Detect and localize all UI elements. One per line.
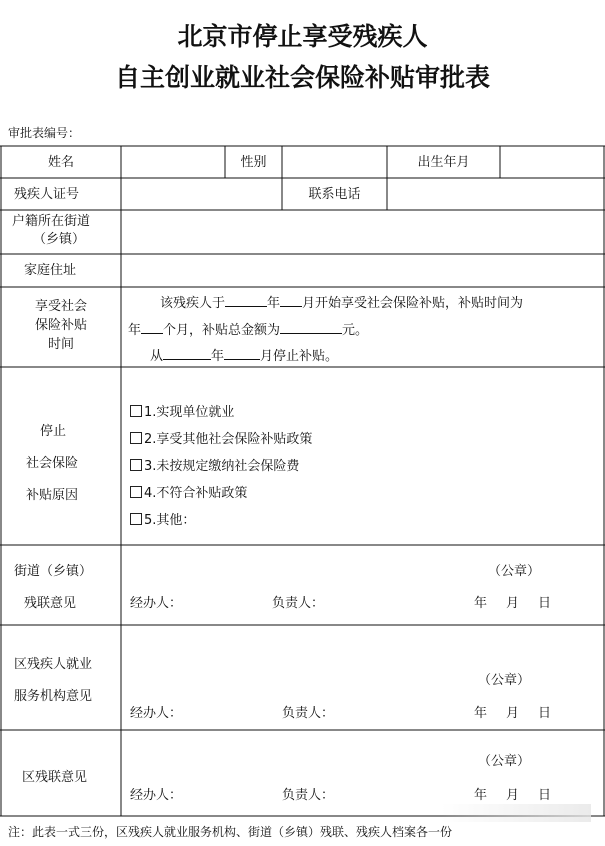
subsidy-period-line2: 年 个月，补贴总金额为 元。 [128, 320, 368, 340]
district-employment-date-year: 年 [474, 706, 488, 721]
gender-label: 性别 [240, 155, 267, 170]
disability-cert-label: 残疾人证号 [14, 187, 80, 202]
district-federation-seal: （公章） [478, 754, 531, 769]
birth-date-label: 出生年月 [417, 155, 470, 170]
watermark-fade [441, 804, 591, 822]
street-date-month: 月 [506, 596, 520, 611]
district-federation-date-day: 日 [538, 788, 552, 803]
street-federation-label-1: 街道（乡镇） [14, 564, 93, 579]
household-street-sublabel: （乡镇） [33, 232, 86, 247]
serial-number-label: 审批表编号： [8, 126, 81, 140]
form-title-line1: 北京市停止享受残疾人 [177, 22, 428, 51]
district-employment-handler-label: 经办人： [130, 706, 183, 721]
district-employment-label-1: 区残疾人就业 [14, 657, 93, 672]
subsidy-period-line1: 该残疾人于 年 月开始享受社会保险补贴，补贴时间为 [160, 293, 523, 313]
reason-option-employed[interactable]: 1.实现单位就业 [130, 401, 234, 420]
household-street-label: 户籍所在街道 [12, 214, 91, 229]
street-date-year: 年 [474, 596, 488, 611]
district-federation-handler-label: 经办人： [130, 788, 183, 803]
stop-reason-label-3: 补贴原因 [26, 488, 79, 503]
checkbox-icon[interactable] [130, 513, 142, 525]
phone-label: 联系电话 [308, 187, 361, 202]
street-federation-label-2: 残联意见 [24, 596, 77, 611]
district-employment-label-2: 服务机构意见 [14, 689, 93, 704]
reason-option-other-policy[interactable]: 2.享受其他社会保险补贴政策 [130, 428, 312, 447]
subsidy-period-label-3: 时间 [47, 337, 74, 352]
street-seal: （公章） [488, 564, 541, 579]
stop-year-blank[interactable] [163, 346, 211, 360]
district-federation-date-month: 月 [506, 788, 520, 803]
stop-reason-label-2: 社会保险 [26, 456, 79, 471]
total-amount-blank[interactable] [280, 320, 342, 334]
checkbox-icon[interactable] [130, 459, 142, 471]
duration-year-blank[interactable] [141, 320, 163, 334]
start-year-blank[interactable] [225, 293, 267, 307]
subsidy-period-label-2: 保险补贴 [34, 318, 87, 333]
stop-month-blank[interactable] [224, 346, 260, 360]
checkbox-icon[interactable] [130, 405, 142, 417]
district-federation-label: 区残联意见 [22, 770, 88, 785]
footer-note: 注：此表一式三份，区残疾人就业服务机构、街道（乡镇）残联、残疾人档案各一份 [8, 825, 453, 839]
reason-option-other[interactable]: 5.其他： [130, 509, 195, 528]
checkbox-icon[interactable] [130, 486, 142, 498]
stop-reason-label-1: 停止 [40, 424, 67, 439]
district-federation-responsible-label: 负责人： [282, 788, 335, 803]
district-employment-responsible-label: 负责人： [282, 706, 335, 721]
reason-option-ineligible[interactable]: 4.不符合补贴政策 [130, 482, 247, 501]
street-date-day: 日 [538, 596, 552, 611]
start-month-blank[interactable] [280, 293, 302, 307]
district-employment-date-day: 日 [538, 706, 552, 721]
district-employment-date-month: 月 [506, 706, 520, 721]
home-address-label: 家庭住址 [24, 263, 77, 278]
checkbox-icon[interactable] [130, 432, 142, 444]
name-label: 姓名 [47, 155, 74, 170]
district-employment-seal: （公章） [478, 673, 531, 688]
district-federation-date-year: 年 [474, 788, 488, 803]
subsidy-period-label-1: 享受社会 [34, 299, 87, 314]
street-responsible-label: 负责人： [272, 596, 325, 611]
street-handler-label: 经办人： [130, 596, 183, 611]
subsidy-period-line3: 从 年 月停止补贴。 [150, 346, 338, 366]
reason-option-unpaid[interactable]: 3.未按规定缴纳社会保险费 [130, 455, 299, 474]
form-title-line2: 自主创业就业社会保险补贴审批表 [114, 63, 490, 92]
